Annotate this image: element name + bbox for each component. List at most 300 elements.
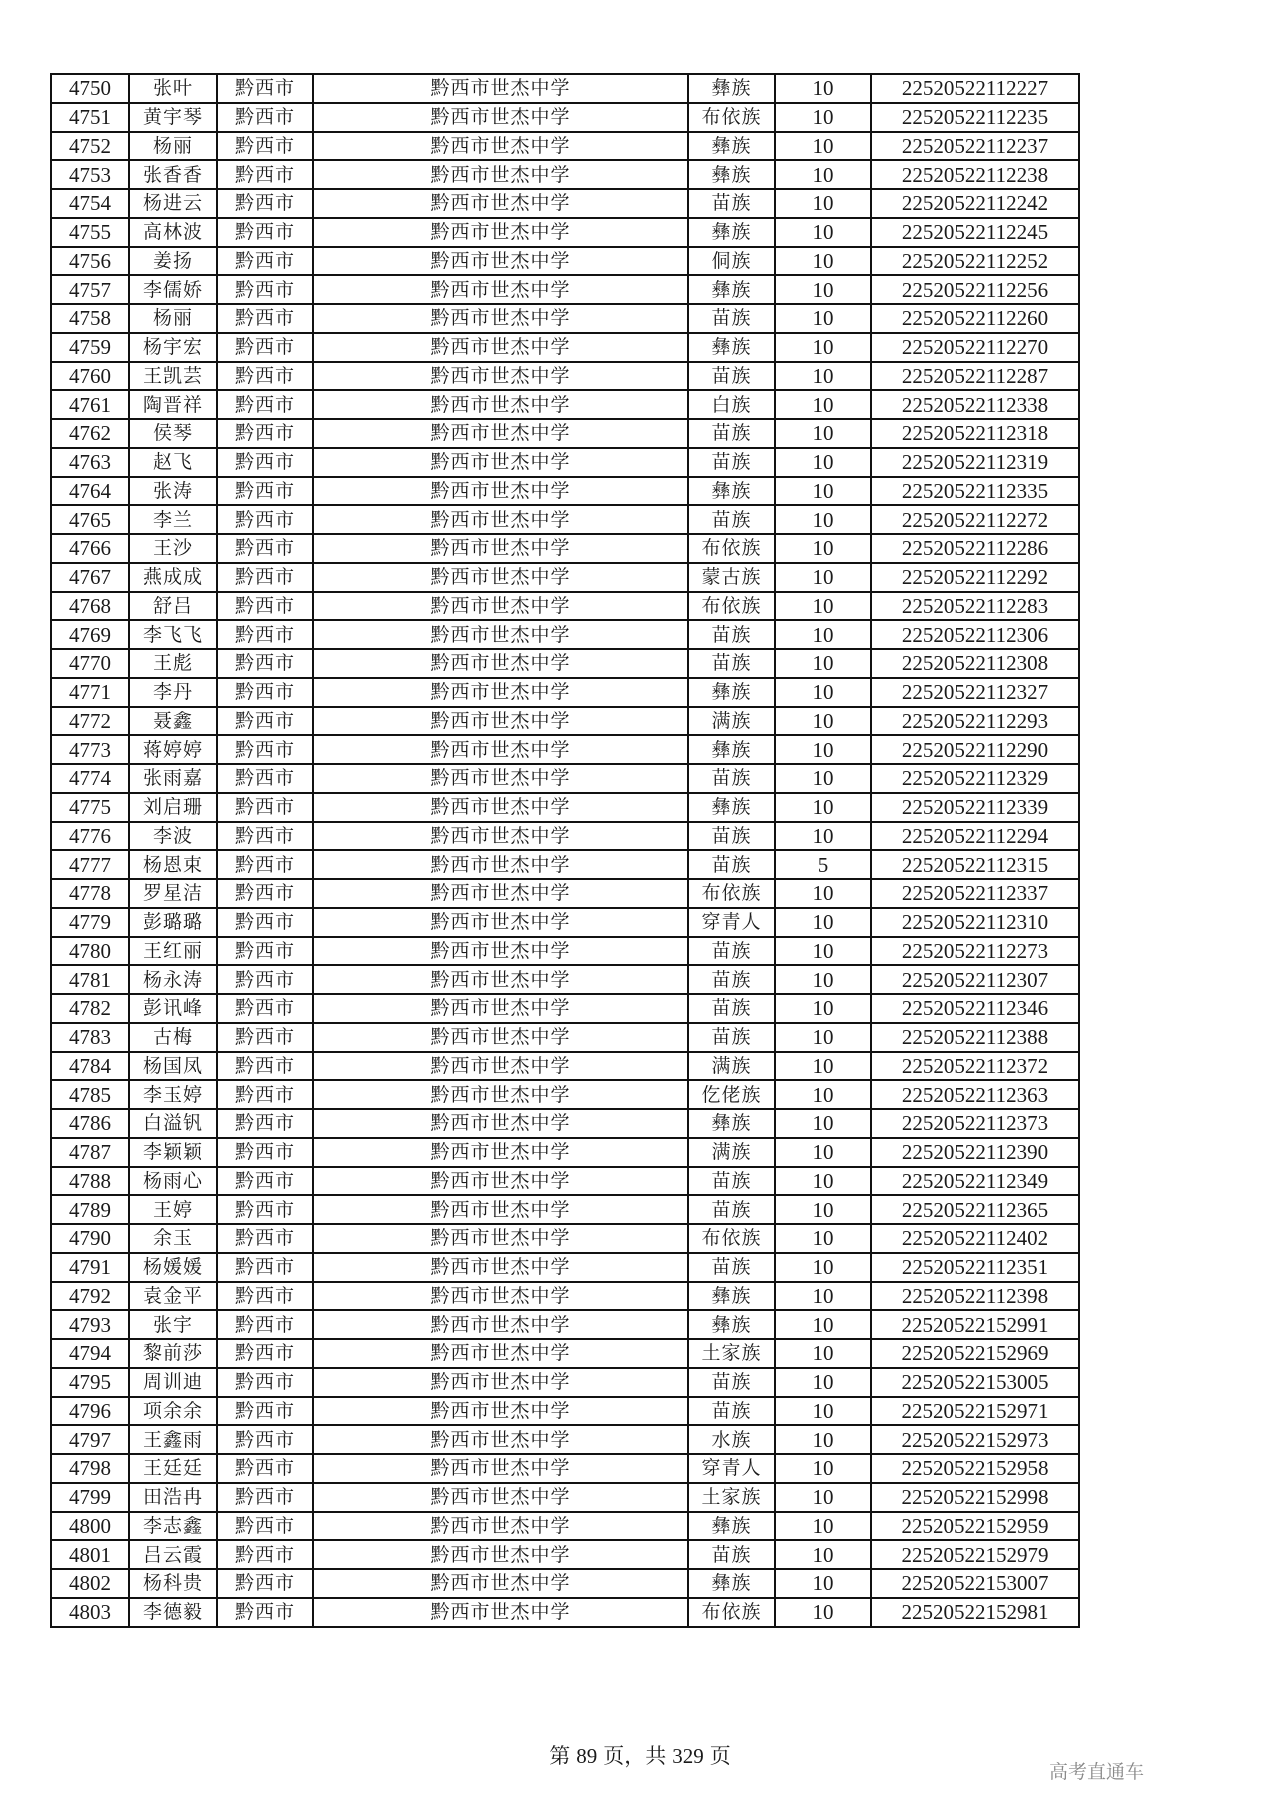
score-cell: 5 (775, 850, 871, 879)
table-row (51, 1052, 1079, 1081)
table-row (51, 304, 1079, 333)
table-row (51, 764, 1079, 793)
ethnicity-cell: 苗族 (688, 649, 775, 678)
name-cell: 王婷 (129, 1195, 217, 1224)
score-cell: 10 (775, 1425, 871, 1454)
school-cell: 黔西市世杰中学 (313, 1080, 688, 1109)
score-cell: 10 (775, 160, 871, 189)
total-pages: 329 (672, 1744, 704, 1768)
exam-id-cell: 22520522112283 (871, 592, 1079, 621)
exam-id-cell: 22520522152959 (871, 1512, 1079, 1541)
school-cell: 黔西市世杰中学 (313, 793, 688, 822)
ethnicity-cell: 彝族 (688, 160, 775, 189)
table-row (51, 1253, 1079, 1282)
table-row (51, 563, 1079, 592)
name-cell: 周训迪 (129, 1368, 217, 1397)
seq-cell: 4752 (51, 132, 129, 161)
seq-cell: 4782 (51, 994, 129, 1023)
score-cell: 10 (775, 448, 871, 477)
school-cell: 黔西市世杰中学 (313, 1310, 688, 1339)
seq-cell: 4798 (51, 1454, 129, 1483)
county-cell: 黔西市 (217, 1483, 313, 1512)
exam-id-cell: 22520522152991 (871, 1310, 1079, 1339)
school-cell: 黔西市世杰中学 (313, 103, 688, 132)
table-row (51, 1224, 1079, 1253)
exam-id-cell: 22520522112242 (871, 189, 1079, 218)
county-cell: 黔西市 (217, 1454, 313, 1483)
exam-id-cell: 22520522152979 (871, 1540, 1079, 1569)
score-cell: 10 (775, 1109, 871, 1138)
table-row (51, 333, 1079, 362)
table-row (51, 103, 1079, 132)
exam-id-cell: 22520522112402 (871, 1224, 1079, 1253)
school-cell: 黔西市世杰中学 (313, 1052, 688, 1081)
county-cell: 黔西市 (217, 850, 313, 879)
table-row (51, 994, 1079, 1023)
seq-cell: 4783 (51, 1023, 129, 1052)
exam-id-cell: 22520522112337 (871, 879, 1079, 908)
name-cell: 杨宇宏 (129, 333, 217, 362)
exam-id-cell: 22520522112388 (871, 1023, 1079, 1052)
exam-id-cell: 22520522112390 (871, 1138, 1079, 1167)
footer-suffix: 页 (709, 1744, 731, 1768)
school-cell: 黔西市世杰中学 (313, 735, 688, 764)
school-cell: 黔西市世杰中学 (313, 908, 688, 937)
school-cell: 黔西市世杰中学 (313, 592, 688, 621)
student-list-table (50, 73, 1080, 1628)
ethnicity-cell: 彝族 (688, 1512, 775, 1541)
score-cell: 10 (775, 275, 871, 304)
ethnicity-cell: 蒙古族 (688, 563, 775, 592)
school-cell: 黔西市世杰中学 (313, 1224, 688, 1253)
score-cell: 10 (775, 1224, 871, 1253)
exam-id-cell: 22520522112365 (871, 1195, 1079, 1224)
county-cell: 黔西市 (217, 793, 313, 822)
county-cell: 黔西市 (217, 390, 313, 419)
county-cell: 黔西市 (217, 649, 313, 678)
school-cell: 黔西市世杰中学 (313, 1483, 688, 1512)
ethnicity-cell: 彝族 (688, 132, 775, 161)
school-cell: 黔西市世杰中学 (313, 218, 688, 247)
seq-cell: 4773 (51, 735, 129, 764)
county-cell: 黔西市 (217, 247, 313, 276)
ethnicity-cell: 白族 (688, 390, 775, 419)
seq-cell: 4769 (51, 620, 129, 649)
name-cell: 李飞飞 (129, 620, 217, 649)
ethnicity-cell: 苗族 (688, 189, 775, 218)
name-cell: 王鑫雨 (129, 1425, 217, 1454)
county-cell: 黔西市 (217, 1368, 313, 1397)
county-cell: 黔西市 (217, 218, 313, 247)
name-cell: 罗星洁 (129, 879, 217, 908)
county-cell: 黔西市 (217, 1052, 313, 1081)
school-cell: 黔西市世杰中学 (313, 822, 688, 851)
name-cell: 李玉婷 (129, 1080, 217, 1109)
seq-cell: 4774 (51, 764, 129, 793)
seq-cell: 4771 (51, 678, 129, 707)
county-cell: 黔西市 (217, 1598, 313, 1627)
exam-id-cell: 22520522112260 (871, 304, 1079, 333)
ethnicity-cell: 苗族 (688, 362, 775, 391)
county-cell: 黔西市 (217, 1167, 313, 1196)
school-cell: 黔西市世杰中学 (313, 448, 688, 477)
school-cell: 黔西市世杰中学 (313, 1368, 688, 1397)
ethnicity-cell: 布依族 (688, 1598, 775, 1627)
ethnicity-cell: 苗族 (688, 505, 775, 534)
table-row (51, 1598, 1079, 1627)
seq-cell: 4801 (51, 1540, 129, 1569)
county-cell: 黔西市 (217, 822, 313, 851)
school-cell: 黔西市世杰中学 (313, 534, 688, 563)
exam-id-cell: 22520522112252 (871, 247, 1079, 276)
name-cell: 王沙 (129, 534, 217, 563)
exam-id-cell: 22520522112339 (871, 793, 1079, 822)
county-cell: 黔西市 (217, 1138, 313, 1167)
seq-cell: 4760 (51, 362, 129, 391)
table-row (51, 1282, 1079, 1311)
ethnicity-cell: 苗族 (688, 994, 775, 1023)
exam-id-cell: 22520522152969 (871, 1339, 1079, 1368)
county-cell: 黔西市 (217, 563, 313, 592)
ethnicity-cell: 彝族 (688, 793, 775, 822)
ethnicity-cell: 彝族 (688, 218, 775, 247)
seq-cell: 4758 (51, 304, 129, 333)
score-cell: 10 (775, 678, 871, 707)
table-row (51, 1454, 1079, 1483)
score-cell: 10 (775, 1368, 871, 1397)
exam-id-cell: 22520522112294 (871, 822, 1079, 851)
name-cell: 高林波 (129, 218, 217, 247)
ethnicity-cell: 布依族 (688, 103, 775, 132)
school-cell: 黔西市世杰中学 (313, 160, 688, 189)
ethnicity-cell: 穿青人 (688, 1454, 775, 1483)
name-cell: 燕成成 (129, 563, 217, 592)
table-row (51, 1397, 1079, 1426)
table-body (51, 74, 1079, 1627)
seq-cell: 4757 (51, 275, 129, 304)
name-cell: 张涛 (129, 477, 217, 506)
name-cell: 彭璐璐 (129, 908, 217, 937)
seq-cell: 4789 (51, 1195, 129, 1224)
score-cell: 10 (775, 218, 871, 247)
ethnicity-cell: 满族 (688, 1052, 775, 1081)
seq-cell: 4796 (51, 1397, 129, 1426)
exam-id-cell: 22520522152958 (871, 1454, 1079, 1483)
county-cell: 黔西市 (217, 1195, 313, 1224)
exam-id-cell: 22520522112307 (871, 965, 1079, 994)
name-cell: 张叶 (129, 74, 217, 103)
exam-id-cell: 22520522152981 (871, 1598, 1079, 1627)
county-cell: 黔西市 (217, 1282, 313, 1311)
county-cell: 黔西市 (217, 505, 313, 534)
name-cell: 李丹 (129, 678, 217, 707)
name-cell: 李颖颖 (129, 1138, 217, 1167)
exam-id-cell: 22520522112306 (871, 620, 1079, 649)
seq-cell: 4759 (51, 333, 129, 362)
score-cell: 10 (775, 793, 871, 822)
school-cell: 黔西市世杰中学 (313, 1512, 688, 1541)
ethnicity-cell: 彝族 (688, 1569, 775, 1598)
name-cell: 袁金平 (129, 1282, 217, 1311)
ethnicity-cell: 布依族 (688, 1224, 775, 1253)
school-cell: 黔西市世杰中学 (313, 937, 688, 966)
school-cell: 黔西市世杰中学 (313, 1282, 688, 1311)
name-cell: 张宇 (129, 1310, 217, 1339)
seq-cell: 4767 (51, 563, 129, 592)
school-cell: 黔西市世杰中学 (313, 419, 688, 448)
name-cell: 余玉 (129, 1224, 217, 1253)
table-row (51, 937, 1079, 966)
seq-cell: 4761 (51, 390, 129, 419)
school-cell: 黔西市世杰中学 (313, 362, 688, 391)
name-cell: 杨雨心 (129, 1167, 217, 1196)
school-cell: 黔西市世杰中学 (313, 1167, 688, 1196)
name-cell: 张雨嘉 (129, 764, 217, 793)
name-cell: 杨媛媛 (129, 1253, 217, 1282)
name-cell: 李波 (129, 822, 217, 851)
county-cell: 黔西市 (217, 448, 313, 477)
county-cell: 黔西市 (217, 1310, 313, 1339)
exam-id-cell: 22520522153005 (871, 1368, 1079, 1397)
table-row (51, 1023, 1079, 1052)
table-row (51, 793, 1079, 822)
score-cell: 10 (775, 592, 871, 621)
name-cell: 李儒娇 (129, 275, 217, 304)
table-row (51, 879, 1079, 908)
ethnicity-cell: 满族 (688, 1138, 775, 1167)
county-cell: 黔西市 (217, 879, 313, 908)
school-cell: 黔西市世杰中学 (313, 1253, 688, 1282)
exam-id-cell: 22520522112363 (871, 1080, 1079, 1109)
table-row (51, 1109, 1079, 1138)
score-cell: 10 (775, 333, 871, 362)
score-cell: 10 (775, 764, 871, 793)
ethnicity-cell: 侗族 (688, 247, 775, 276)
table-row (51, 735, 1079, 764)
exam-id-cell: 22520522112346 (871, 994, 1079, 1023)
score-cell: 10 (775, 735, 871, 764)
name-cell: 赵飞 (129, 448, 217, 477)
county-cell: 黔西市 (217, 1569, 313, 1598)
school-cell: 黔西市世杰中学 (313, 649, 688, 678)
table-row (51, 505, 1079, 534)
ethnicity-cell: 苗族 (688, 965, 775, 994)
county-cell: 黔西市 (217, 362, 313, 391)
table-row (51, 247, 1079, 276)
table-row (51, 707, 1079, 736)
county-cell: 黔西市 (217, 103, 313, 132)
school-cell: 黔西市世杰中学 (313, 390, 688, 419)
score-cell: 10 (775, 477, 871, 506)
seq-cell: 4763 (51, 448, 129, 477)
school-cell: 黔西市世杰中学 (313, 620, 688, 649)
school-cell: 黔西市世杰中学 (313, 1454, 688, 1483)
name-cell: 杨永涛 (129, 965, 217, 994)
ethnicity-cell: 苗族 (688, 1023, 775, 1052)
seq-cell: 4754 (51, 189, 129, 218)
ethnicity-cell: 彝族 (688, 735, 775, 764)
exam-id-cell: 22520522112398 (871, 1282, 1079, 1311)
exam-id-cell: 22520522152971 (871, 1397, 1079, 1426)
score-cell: 10 (775, 505, 871, 534)
name-cell: 陶晋祥 (129, 390, 217, 419)
name-cell: 古梅 (129, 1023, 217, 1052)
exam-id-cell: 22520522112227 (871, 74, 1079, 103)
name-cell: 张香香 (129, 160, 217, 189)
exam-id-cell: 22520522112273 (871, 937, 1079, 966)
table-row (51, 160, 1079, 189)
ethnicity-cell: 彝族 (688, 477, 775, 506)
score-cell: 10 (775, 74, 871, 103)
table-row (51, 1425, 1079, 1454)
seq-cell: 4795 (51, 1368, 129, 1397)
ethnicity-cell: 苗族 (688, 448, 775, 477)
table-row (51, 477, 1079, 506)
ethnicity-cell: 彝族 (688, 333, 775, 362)
score-cell: 10 (775, 822, 871, 851)
seq-cell: 4768 (51, 592, 129, 621)
score-cell: 10 (775, 620, 871, 649)
school-cell: 黔西市世杰中学 (313, 1540, 688, 1569)
county-cell: 黔西市 (217, 735, 313, 764)
table-row (51, 1310, 1079, 1339)
seq-cell: 4780 (51, 937, 129, 966)
score-cell: 10 (775, 103, 871, 132)
table-row (51, 390, 1079, 419)
name-cell: 黄宇琴 (129, 103, 217, 132)
ethnicity-cell: 苗族 (688, 764, 775, 793)
school-cell: 黔西市世杰中学 (313, 1109, 688, 1138)
county-cell: 黔西市 (217, 534, 313, 563)
exam-id-cell: 22520522112335 (871, 477, 1079, 506)
name-cell: 杨丽 (129, 132, 217, 161)
school-cell: 黔西市世杰中学 (313, 189, 688, 218)
score-cell: 10 (775, 1080, 871, 1109)
ethnicity-cell: 苗族 (688, 1253, 775, 1282)
county-cell: 黔西市 (217, 189, 313, 218)
school-cell: 黔西市世杰中学 (313, 74, 688, 103)
score-cell: 10 (775, 994, 871, 1023)
name-cell: 蒋婷婷 (129, 735, 217, 764)
school-cell: 黔西市世杰中学 (313, 1339, 688, 1368)
score-cell: 10 (775, 1023, 871, 1052)
table-row (51, 1512, 1079, 1541)
score-cell: 10 (775, 132, 871, 161)
name-cell: 王凯芸 (129, 362, 217, 391)
name-cell: 项余余 (129, 1397, 217, 1426)
ethnicity-cell: 彝族 (688, 1310, 775, 1339)
score-cell: 10 (775, 1454, 871, 1483)
county-cell: 黔西市 (217, 132, 313, 161)
seq-cell: 4751 (51, 103, 129, 132)
name-cell: 李德毅 (129, 1598, 217, 1627)
county-cell: 黔西市 (217, 1023, 313, 1052)
name-cell: 杨恩束 (129, 850, 217, 879)
seq-cell: 4785 (51, 1080, 129, 1109)
exam-id-cell: 22520522112338 (871, 390, 1079, 419)
school-cell: 黔西市世杰中学 (313, 764, 688, 793)
exam-id-cell: 22520522112245 (871, 218, 1079, 247)
name-cell: 黎前莎 (129, 1339, 217, 1368)
watermark: 高考直通车 (1049, 1761, 1145, 1783)
ethnicity-cell: 满族 (688, 707, 775, 736)
footer-prefix: 第 (549, 1744, 571, 1768)
seq-cell: 4800 (51, 1512, 129, 1541)
county-cell: 黔西市 (217, 74, 313, 103)
name-cell: 李兰 (129, 505, 217, 534)
name-cell: 吕云霞 (129, 1540, 217, 1569)
seq-cell: 4775 (51, 793, 129, 822)
score-cell: 10 (775, 1569, 871, 1598)
school-cell: 黔西市世杰中学 (313, 132, 688, 161)
score-cell: 10 (775, 390, 871, 419)
ethnicity-cell: 苗族 (688, 1167, 775, 1196)
county-cell: 黔西市 (217, 1109, 313, 1138)
school-cell: 黔西市世杰中学 (313, 850, 688, 879)
school-cell: 黔西市世杰中学 (313, 247, 688, 276)
exam-id-cell: 22520522112235 (871, 103, 1079, 132)
footer-mid: 页，共 (603, 1744, 667, 1768)
county-cell: 黔西市 (217, 419, 313, 448)
table-row (51, 534, 1079, 563)
ethnicity-cell: 苗族 (688, 850, 775, 879)
score-cell: 10 (775, 1598, 871, 1627)
school-cell: 黔西市世杰中学 (313, 1397, 688, 1426)
county-cell: 黔西市 (217, 1425, 313, 1454)
score-cell: 10 (775, 362, 871, 391)
seq-cell: 4797 (51, 1425, 129, 1454)
exam-id-cell: 22520522112287 (871, 362, 1079, 391)
score-cell: 10 (775, 908, 871, 937)
school-cell: 黔西市世杰中学 (313, 994, 688, 1023)
exam-id-cell: 22520522112256 (871, 275, 1079, 304)
ethnicity-cell: 彝族 (688, 678, 775, 707)
score-cell: 10 (775, 965, 871, 994)
county-cell: 黔西市 (217, 1224, 313, 1253)
ethnicity-cell: 仡佬族 (688, 1080, 775, 1109)
seq-cell: 4790 (51, 1224, 129, 1253)
ethnicity-cell: 苗族 (688, 419, 775, 448)
school-cell: 黔西市世杰中学 (313, 275, 688, 304)
table-row (51, 908, 1079, 937)
table-row (51, 1569, 1079, 1598)
seq-cell: 4791 (51, 1253, 129, 1282)
county-cell: 黔西市 (217, 592, 313, 621)
seq-cell: 4803 (51, 1598, 129, 1627)
ethnicity-cell: 苗族 (688, 937, 775, 966)
exam-id-cell: 22520522112372 (871, 1052, 1079, 1081)
name-cell: 李志鑫 (129, 1512, 217, 1541)
school-cell: 黔西市世杰中学 (313, 1569, 688, 1598)
seq-cell: 4765 (51, 505, 129, 534)
exam-id-cell: 22520522153007 (871, 1569, 1079, 1598)
table-row (51, 74, 1079, 103)
county-cell: 黔西市 (217, 304, 313, 333)
score-cell: 10 (775, 1167, 871, 1196)
table-row (51, 132, 1079, 161)
seq-cell: 4779 (51, 908, 129, 937)
exam-id-cell: 22520522112290 (871, 735, 1079, 764)
seq-cell: 4788 (51, 1167, 129, 1196)
seq-cell: 4777 (51, 850, 129, 879)
exam-id-cell: 22520522152973 (871, 1425, 1079, 1454)
county-cell: 黔西市 (217, 678, 313, 707)
county-cell: 黔西市 (217, 965, 313, 994)
exam-id-cell: 22520522112310 (871, 908, 1079, 937)
seq-cell: 4802 (51, 1569, 129, 1598)
table-row (51, 218, 1079, 247)
school-cell: 黔西市世杰中学 (313, 477, 688, 506)
